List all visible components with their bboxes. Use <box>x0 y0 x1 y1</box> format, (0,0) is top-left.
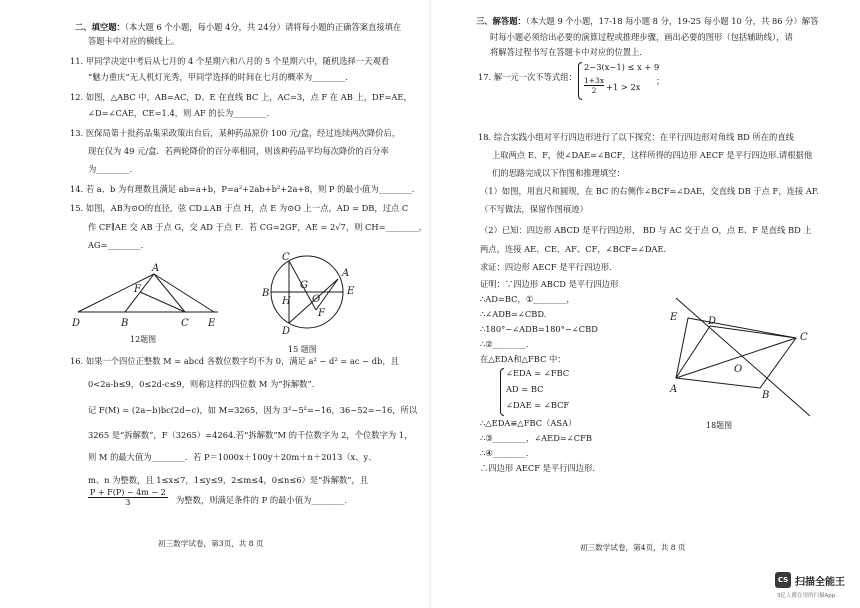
q18-step3: ∴180°−∠ADB=180°−∠CBD <box>480 324 598 334</box>
q17-brace <box>578 62 582 100</box>
q18-line2: 上取两点 E、F，使∠DAE=∠BCF，这样所得的四边形 AECF 是平行四边形.请根据他 <box>492 150 813 160</box>
q18-step6: ∴△EDA≌△FBC（ASA） <box>480 418 577 428</box>
q16-line7: 为整数，则满足条件的 P 的最小值为________. <box>176 495 348 505</box>
q16-line6: m、n 为整数，且 1≤x≤7，1≤y≤9，2≤m≤4，0≤n≤6）是“拆解数”，且 <box>88 475 369 485</box>
footer-page-3: 初三数学试卷，第3页，共 8 页 <box>158 539 264 548</box>
q18-system-brace <box>500 368 504 416</box>
q16-line5: 则 M 的最大值为________．若 P＝1000x＋100y＋20m＋n＋2013（x、y、 <box>88 452 377 462</box>
q18-step5: 在△EDA和△FBC 中： <box>480 354 566 364</box>
q15-line2: 作 CF∥AE 交 AB 于点 G，交 AD 于点 F．若 CG=2GF，AE = 2√7，则 CH=________， <box>88 222 428 232</box>
q18-prove: 求证：四边形 AECF 是平行四边形． <box>480 262 618 272</box>
q18-step7: ∴③________，∠AED=∠CFB <box>480 433 592 443</box>
fig15-label-o: O <box>312 294 321 305</box>
figure-12 <box>70 262 230 342</box>
q17-ineq2-den: 2 <box>591 86 597 95</box>
fig15-label-e: E <box>347 286 355 297</box>
q13-line3: 为________. <box>88 164 133 174</box>
watermark-sub: 3亿人都在用的扫描App <box>777 593 836 599</box>
q12-line1: 12. 如图，△ABC 中，AB=AC，D、E 在直线 BC 上，AC=3，点 F 在 AB 上，DF=AE， <box>70 92 412 102</box>
q17-ineq1: 2−3(x−1) ≤ x + 9 <box>584 62 660 72</box>
fig12-label-c: C <box>181 318 189 329</box>
q12-line2: ∠D=∠CAE，CE=1.4，则 AF 的长为________. <box>88 108 270 118</box>
q18-step2: ∴∠ADB=∠CBD. <box>480 309 547 319</box>
fig12-label-e: E <box>208 318 216 329</box>
q16-fraction-den: 3 <box>125 498 131 507</box>
q18-step8: ∴④________． <box>480 448 535 458</box>
fig18-label-e: E <box>670 312 678 323</box>
q16-line3: 记 F(M) = (2a−b)bc(2d−c)，如 M=3265，因为 3²−5²=−16，36−52=−16，所以 <box>88 405 418 415</box>
camscanner-logo-icon: CS <box>775 572 791 588</box>
q11-line1: 11. 甲同学决定中考后从七月的 4 个星期六和八月的 5 个星期六中，随机选择一天观看 <box>70 56 390 66</box>
q18-step4: ∴②________． <box>480 339 535 349</box>
section-2-heading: 二、填空题：（本大题 6 个小题，每小题 4分，共 24分）请将每小题的正确答案直接填在 <box>75 22 402 32</box>
q18-line3: 们的思路完成以下作图和推理填空： <box>492 168 625 178</box>
q11-line2: “魅力重庆”无人机灯光秀，甲同学选择的时间在七月的概率为________. <box>88 72 349 82</box>
footer-page-4: 初三数学试卷，第4页，共 8 页 <box>580 543 686 552</box>
fig15-label-d: D <box>282 326 291 337</box>
fig18-label-b: B <box>762 390 770 401</box>
q15-line3: AG=________. <box>88 240 144 250</box>
fig12-label-a: A <box>152 263 160 274</box>
q13-line2: 现在仅为 49 元/盒．若两轮降价的百分率相同，则该种药品平均每次降价的百分率 <box>88 146 389 156</box>
exam-page-4 <box>430 0 860 608</box>
figure-15 <box>262 252 355 337</box>
q18-part2-cont: 两点，连接 AE、CE、AF、CF，∠BCF=∠DAE. <box>480 244 667 254</box>
q18-proof-start: 证明：∵四边形 ABCD 是平行四边形 <box>480 279 619 289</box>
section-3-heading-cont2: 将解答过程书写在答题卡中对应的位置上． <box>490 47 648 57</box>
figure-18 <box>670 296 820 416</box>
q18-part1-note: （不写做法，保留作图痕迹） <box>480 204 588 214</box>
q13-line1: 13. 医保局第十批药品集采政策出台后，某种药品原价 100 元/盒，经过连续两次降价后， <box>70 128 401 138</box>
fig15-caption: 15 题图 <box>288 345 317 354</box>
fig12-label-d: D <box>72 318 81 329</box>
fig18-label-c: C <box>800 332 808 343</box>
q18-sys-3: ∠DAE = ∠BCF <box>506 400 570 410</box>
q18-sys-1: ∠EDA = ∠FBC <box>506 368 570 378</box>
q16-line4: 3265 是“拆解数”，F（3265）=4264.若“拆解数”M 的千位数字为 2，个位数字为 1， <box>88 430 413 440</box>
q16-fraction <box>88 488 168 507</box>
q18-part2: （2）已知：四边形 ABCD 是平行四边形， BD 与 AC 交于点 O，点 E、F 是直线 BD 上 <box>480 225 812 235</box>
q18-line1: 18. 综合实践小组对平行四边形进行了以下探究：在平行四边形对角线 BD 所在的直线 <box>478 132 794 142</box>
q17-lead: 17. 解一元一次不等式组： <box>478 72 577 82</box>
fig18-label-d: D <box>708 316 717 327</box>
scanner-watermark <box>775 572 845 588</box>
q16-line2: 0<2a-b≤9，0≤2d-c≤9，则称这样的四位数 M 为“拆解数”． <box>88 379 321 389</box>
fig15-label-a: A <box>342 268 350 279</box>
q18-sys-2: AD = BC <box>506 384 544 394</box>
fig15-label-h: H <box>282 296 291 307</box>
fig18-label-o: O <box>734 364 743 375</box>
fig12-caption: 12题图 <box>130 335 157 344</box>
fig12-label-f: F <box>134 284 141 295</box>
q15-line1: 15. 如图，AB为⊙O的直径，弦 CD⊥AB 于点 H，点 E 为⊙O 上一点，AD = DB，过点 C <box>70 203 409 213</box>
q18-step1: ∴AD=BC，①________， <box>480 294 575 304</box>
fig15-label-g: G <box>300 280 308 291</box>
fig12-label-b: B <box>121 318 129 329</box>
fig18-caption: 18题图 <box>706 421 733 430</box>
q16-line1: 16. 如果一个四位正整数 M = abcd 各数位数字均不为 0，满足 a² − d² = ac − db，且 <box>70 356 399 366</box>
q17-ineq2-tail: +1 > 2x <box>606 82 641 92</box>
q17-end: ； <box>656 76 665 86</box>
section-3-heading-cont1: 时每小题必须给出必要的演算过程或推理步骤，画出必要的图形（包括辅助线），请 <box>490 32 793 42</box>
q14: 14. 若 a、b 为有理数且满足 ab=a+b，P=a²+2ab+b²+2a+8，则 P 的最小值为________. <box>70 184 415 194</box>
q16-fraction-num: P + F(P) − 4m − 2 <box>90 488 166 497</box>
fig15-label-f: F <box>318 308 325 319</box>
watermark-name: 扫描全能王 <box>795 576 845 588</box>
q17-ineq2-frac <box>584 76 604 95</box>
fig15-label-c: C <box>282 252 290 263</box>
q18-conclusion: ∴四边形 AECF 是平行四边形． <box>480 463 601 473</box>
q18-part1: （1）如图，用直尺和圆规，在 BC 的右侧作∠BCF=∠DAE，交直线 DB 于点 F，连接 AF. <box>480 186 819 196</box>
fig15-label-b: B <box>262 288 270 299</box>
section-3-heading: 三、解答题：（本大题 9 个小题，17-18 每小题 8 分，19-25 每小题 10 分，共 86 分）解答 <box>476 16 819 26</box>
q17-ineq2-num: 1+3x <box>584 76 605 85</box>
fig18-label-a: A <box>670 384 678 395</box>
section-2-heading-cont: 答题卡中对应的横线上。 <box>88 36 180 46</box>
